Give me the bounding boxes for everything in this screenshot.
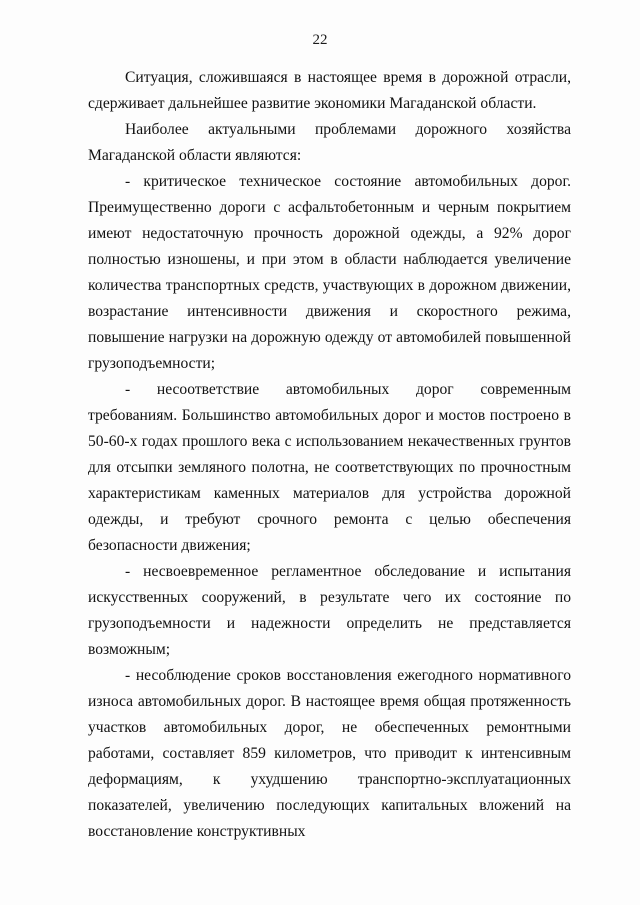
- page-number: 22: [312, 32, 328, 48]
- paragraph-nonconformity: - несоответствие автомобильных дорог современным требованиям. Большинство автомобильных дорог и мостов построено в 50-60-х годах прошлого века с использованием некачественных грунтов для отсыпки земляного полотна, не соответствующих по прочностным характеристикам каменных материалов для устройства дорожной одежды, и требуют срочного ремонта с целью обеспечения безопасности движения;: [88, 381, 571, 554]
- paragraph-problems-heading: Наиболее актуальными проблемами дорожного хозяйства Магаданской области являются:: [88, 121, 571, 164]
- paragraph-wear: - несоблюдение сроков восстановления ежегодного нормативного износа автомобильных дорог. В настоящее время общая протяженность участков автомобильных дорог, не обеспеченных ремонтными работами, составляет 859 километров, что приводит к интенсивным деформациям, к ухудшению транспортно-эксплуатационных показателей, увеличению последующих капитальных вложений на восстановление конструктивных: [88, 667, 571, 840]
- paragraph-inspection: - несвоевременное регламентное обследование и испытания искусственных сооружений, в результате чего их состояние по грузоподъемности и надежности определить не представляется возможным;: [88, 563, 571, 658]
- paragraph-intro: Ситуация, сложившаяся в настоящее время в дорожной отрасли, сдерживает дальнейшее развитие экономики Магаданской области.: [88, 69, 571, 112]
- document-body: [88, 65, 571, 845]
- paragraph-critical-condition: - критическое техническое состояние автомобильных дорог. Преимущественно дороги с асфальтобетонным и черным покрытием имеют недостаточную прочность дорожной одежды, а 92% дорог полностью изношены, и при этом в области наблюдается увеличение количества транспортных средств, участвующих в дорожном движении, возрастание интенсивности движения и скоростного режима, повышение нагрузки на дорожную одежду от автомобилей повышенной грузоподъемности;: [88, 173, 571, 372]
